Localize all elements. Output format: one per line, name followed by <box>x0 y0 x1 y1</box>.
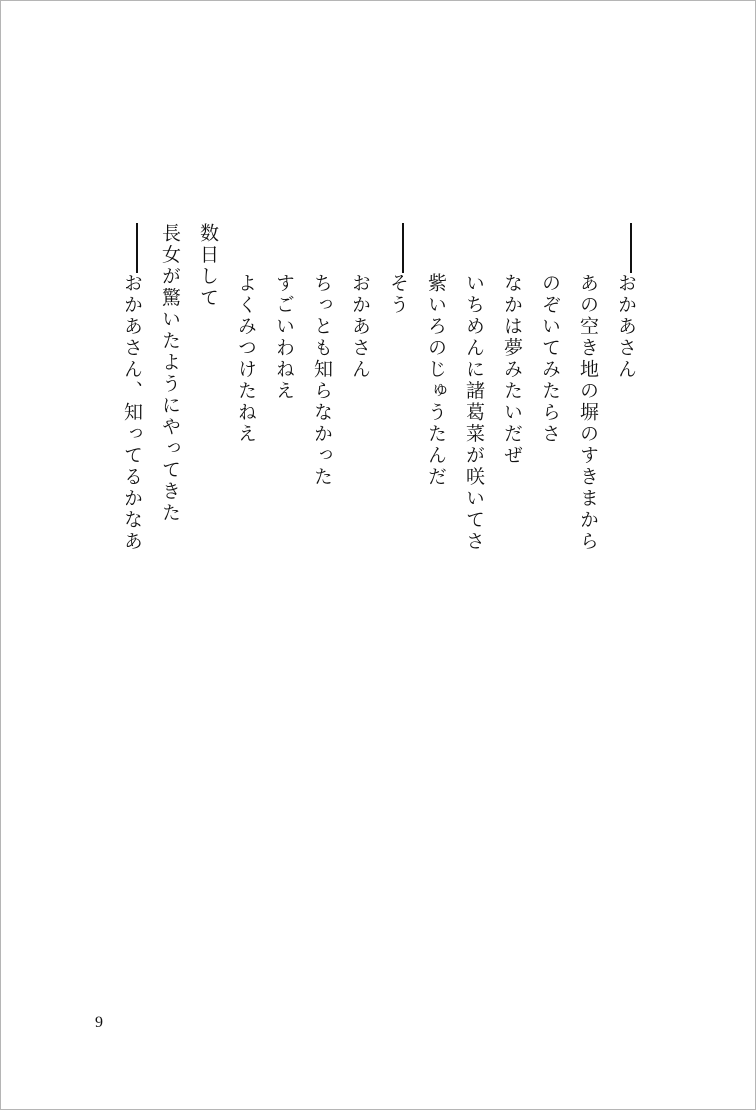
text-line: よくみつけたねえ <box>235 273 257 445</box>
text-line: 長女が驚いたようにやってきた <box>159 223 181 524</box>
page-number: 9 <box>95 1014 103 1031</box>
text-line: なかは夢みたいだぜ <box>501 273 523 467</box>
vertical-text-block <box>103 223 635 653</box>
text-line: ちっとも知らなかった <box>311 273 333 488</box>
text-line: あの空き地の塀のすきまから <box>577 273 599 553</box>
em-dash <box>630 223 632 273</box>
text-line: いちめんに諸葛菜が咲いてさ <box>463 273 485 553</box>
text-line: おかあさん <box>616 223 635 653</box>
text-line: のぞいてみたらさ <box>539 273 561 445</box>
text-line: すごいわねえ <box>273 273 295 402</box>
text-line: おかあさん、知ってるかなあ <box>122 223 141 653</box>
em-dash <box>136 223 138 273</box>
text-line: おかあさん <box>349 273 371 381</box>
em-dash <box>402 223 404 273</box>
text-line: そう <box>388 223 407 653</box>
text-line: 数日して <box>197 223 219 309</box>
text-line: 紫いろのじゅうたんだ <box>425 273 447 488</box>
